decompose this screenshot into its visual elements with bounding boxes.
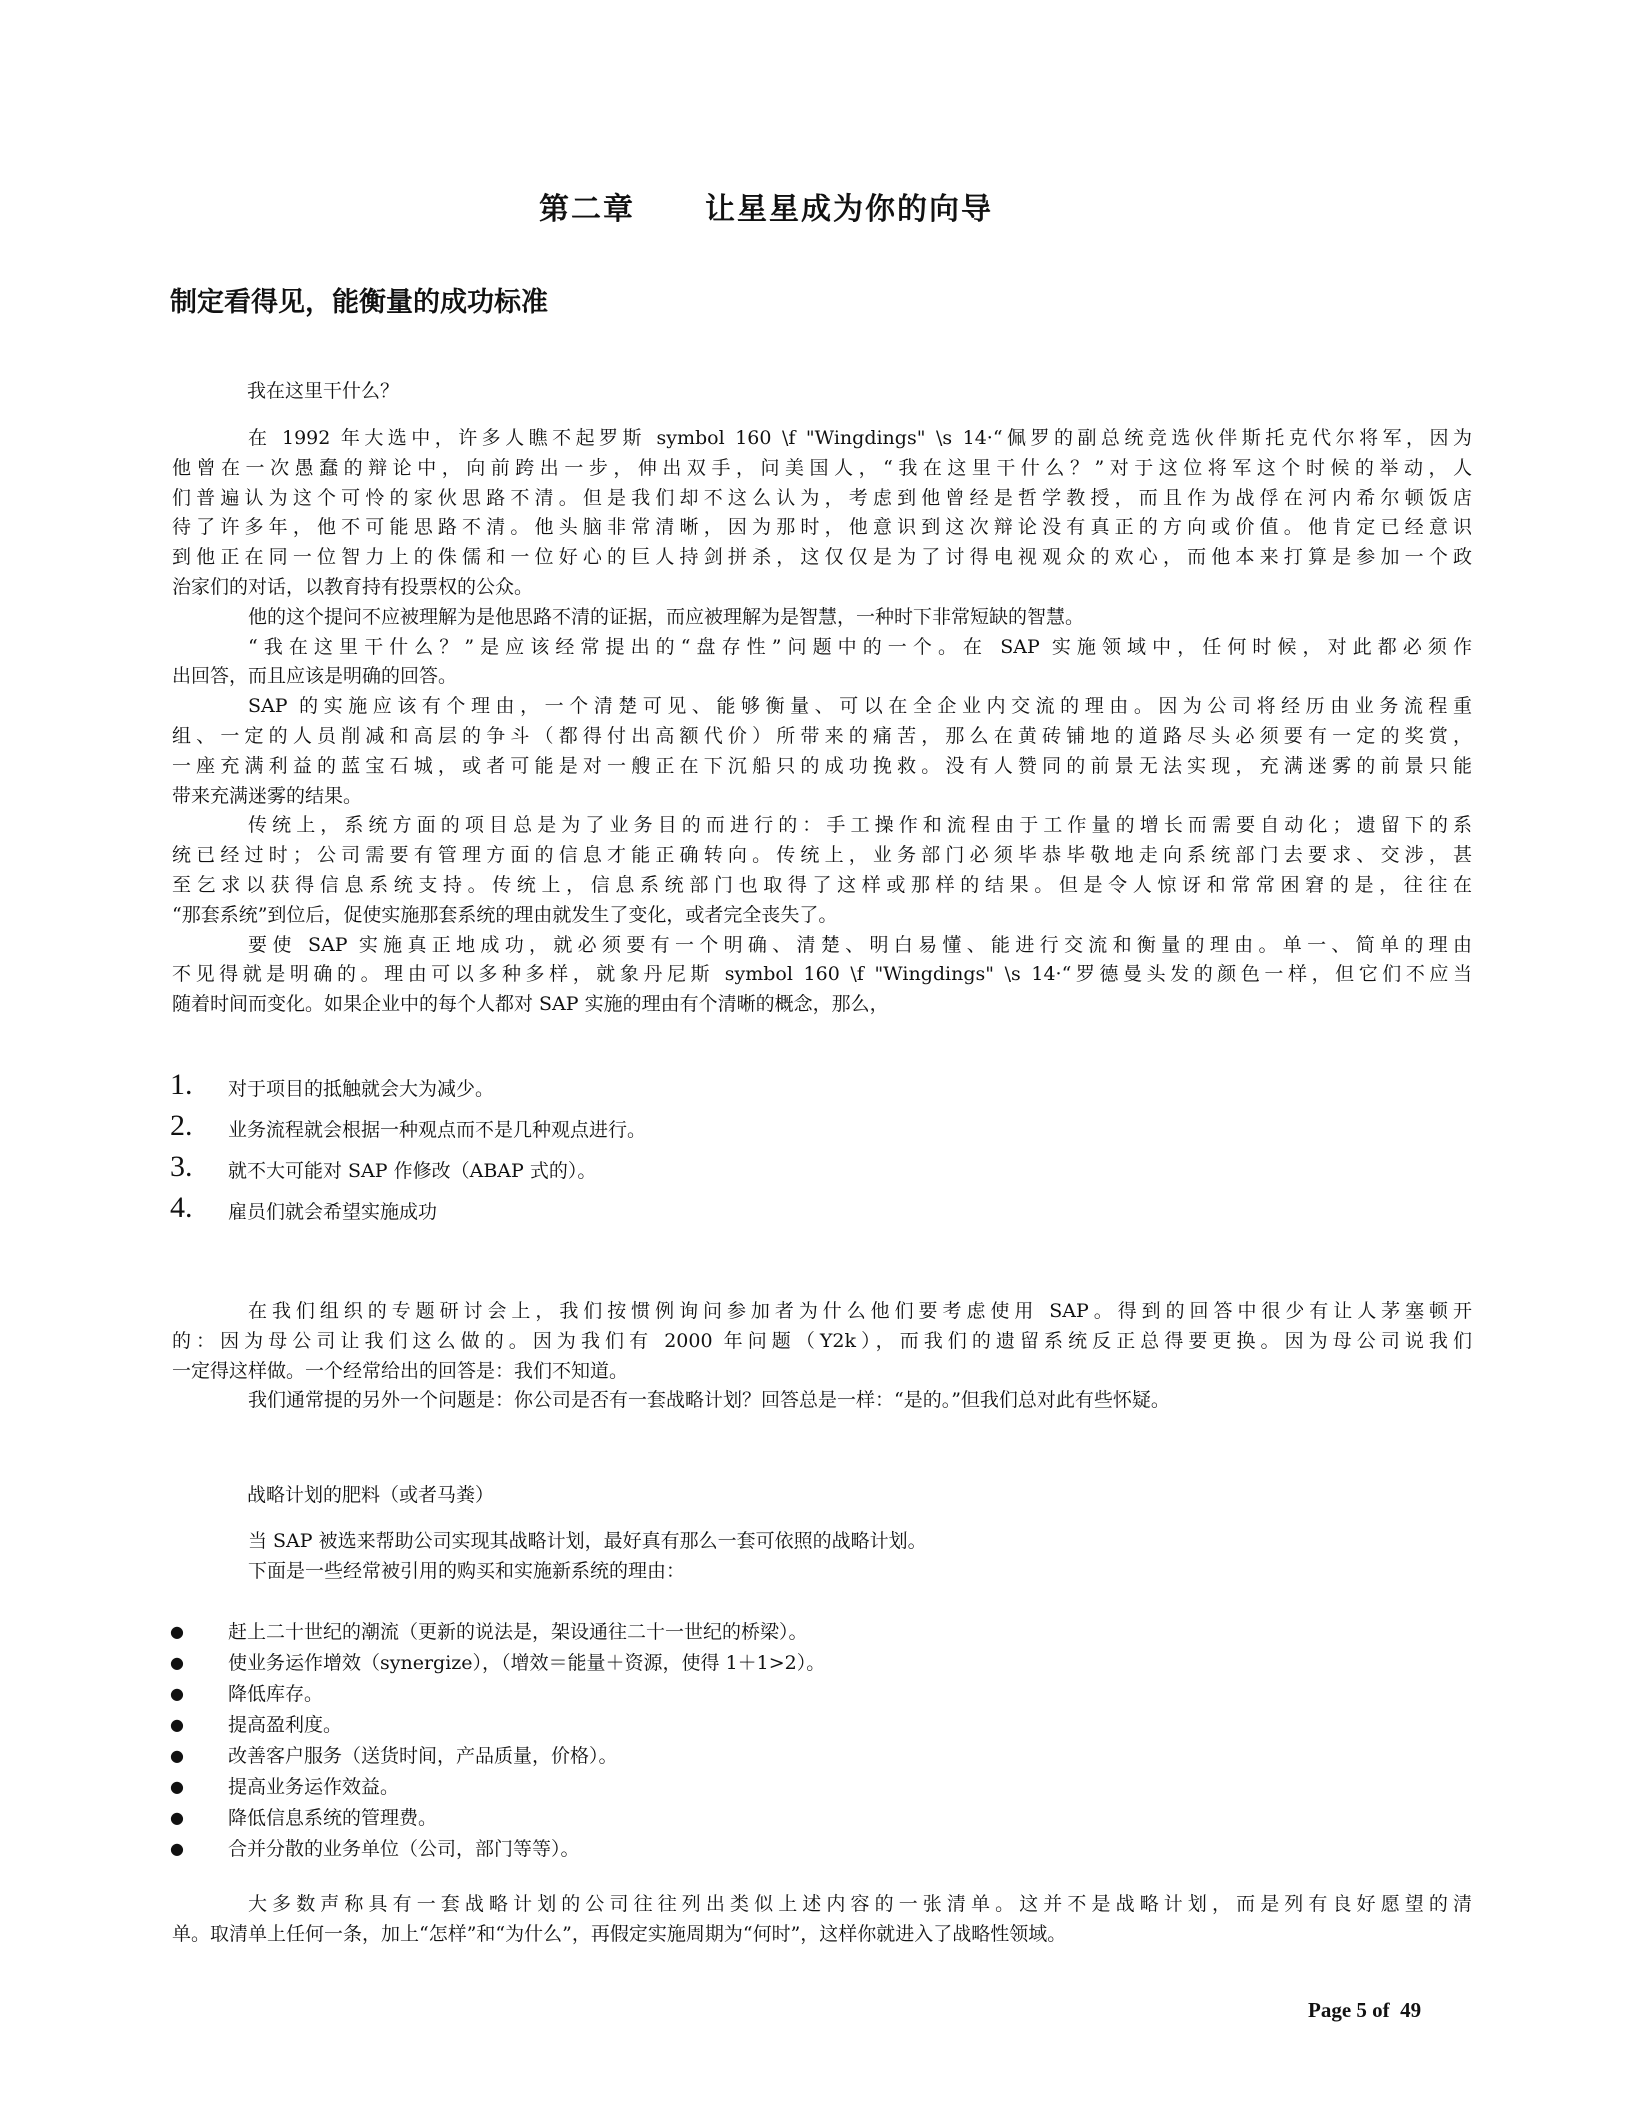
bullet-icon: ● <box>170 1684 184 1703</box>
paragraph-line: 不见得就是明确的。理由可以多种多样，就象丹尼斯 symbol 160 \f "Wingdings" \s 14·“罗德曼头发的颜色一样，但它们不应当 <box>172 963 1472 986</box>
paragraph-line: SAP 的实施应该有个理由，一个清楚可见、能够衡量、可以在全企业内交流的理由。因为公司将经历由业务流程重 <box>248 695 1472 718</box>
paragraph-1992-election <box>172 424 1472 1020</box>
subheading-what-am-i-doing-here: 我在这里干什么？ <box>247 380 400 402</box>
paragraph-line: 的：因为母公司让我们这么做的。因为我们有 2000 年问题（Y2k），而我们的遗留系统反正总得要更换。因为母公司说我们 <box>172 1329 1472 1352</box>
bullet-text: 提高业务运作效益。 <box>228 1776 400 1798</box>
paragraph-line: 当 SAP 被选来帮助公司实现其战略计划，最好真有那么一套可依照的战略计划。 <box>248 1530 927 1552</box>
paragraph-line: 们普遍认为这个可怜的家伙思路不清。但是我们却不这么认为，考虑到他曾经是哲学教授，而且作为战俘在河内希尔顿饭店 <box>172 486 1472 509</box>
paragraph-line: 随着时间而变化。如果企业中的每个人都对 SAP 实施的理由有个清晰的概念，那么， <box>172 993 889 1016</box>
bullet-icon: ● <box>170 1653 184 1672</box>
bullet-text: 赶上二十世纪的潮流（更新的说法是，架设通往二十一世纪的桥梁）。 <box>228 1621 808 1643</box>
list-number: 4. <box>170 1191 193 1224</box>
subheading-strategic-plan: 战略计划的肥料（或者马粪） <box>247 1484 495 1506</box>
list-item-text: 对于项目的抵触就会大为减少。 <box>228 1078 495 1100</box>
bullet-icon: ● <box>170 1746 184 1765</box>
paragraph-line: “那套系统”到位后，促使实施那套系统的理由就发生了变化，或者完全丧失了。 <box>172 903 838 926</box>
list-item-text: 业务流程就会根据一种观点而不是几种观点进行。 <box>228 1119 647 1141</box>
bullet-text: 降低信息系统的管理费。 <box>228 1807 438 1829</box>
bullet-text: 降低库存。 <box>228 1683 324 1705</box>
paragraph-seminar <box>172 1297 1472 1416</box>
list-number: 3. <box>170 1150 193 1183</box>
list-item-text: 就不大可能对 SAP 作修改（ABAP 式的）。 <box>228 1160 597 1182</box>
paragraph-line: 我们通常提的另外一个问题是：你公司是否有一套战略计划？回答总是一样：“是的。”但我们总对此有些怀疑。 <box>248 1389 1170 1412</box>
paragraph-line: 要使 SAP 实施真正地成功，就必须要有一个明确、清楚、明白易懂、能进行交流和衡量的理由。单一、简单的理由 <box>248 933 1472 956</box>
bullet-icon: ● <box>170 1839 184 1858</box>
paragraph-line: 到他正在同一位智力上的侏儒和一位好心的巨人持剑拼杀，这仅仅是为了讨得电视观众的欢心，而他本来打算是参加一个政 <box>172 546 1472 569</box>
paragraph-line: 传统上，系统方面的项目总是为了业务目的而进行的：手工操作和流程由于工作量的增长而需要自动化；遗留下的系 <box>248 814 1472 837</box>
bullet-icon: ● <box>170 1715 184 1734</box>
list-number: 1. <box>170 1068 193 1101</box>
section-title: 制定看得见，能衡量的成功标准 <box>170 287 548 318</box>
paragraph-line: 待了许多年，他不可能思路不清。他头脑非常清晰，因为那时，他意识到这次辩论没有真正的方向或价值。他肯定已经意识 <box>172 516 1472 539</box>
bullet-icon: ● <box>170 1808 184 1827</box>
bullet-icon: ● <box>170 1622 184 1641</box>
paragraph-line: “我在这里干什么？”是应该经常提出的“盘存性”问题中的一个。在 SAP 实施领域中，任何时候，对此都必须作 <box>248 635 1472 658</box>
paragraph-line: 下面是一些经常被引用的购买和实施新系统的理由： <box>248 1559 686 1582</box>
paragraph-line: 一座充满利益的蓝宝石城，或者可能是对一艘正在下沉船只的成功挽救。没有人赞同的前景无法实现，充满迷雾的前景只能 <box>172 754 1472 777</box>
paragraph-closing <box>172 1890 1472 1950</box>
paragraph-line: 在我们组织的专题研讨会上，我们按惯例询问参加者为什么他们要考虑使用 SAP。得到的回答中很少有让人茅塞顿开 <box>248 1300 1472 1322</box>
paragraph-line: 单。取清单上任何一条，加上“怎样”和“为什么”，再假定实施周期为“何时”，这样你就进入了战略性领域。 <box>172 1922 1067 1945</box>
bullet-text: 提高盈利度。 <box>228 1714 343 1736</box>
paragraph-line: 他曾在一次愚蠢的辩论中，向前跨出一步，伸出双手，问美国人，“我在这里干什么？”对于这位将军这个时候的举动，人 <box>172 456 1472 479</box>
intro-lines <box>248 1527 1472 1587</box>
paragraph-line: 大多数声称具有一套战略计划的公司往往列出类似上述内容的一张清单。这并不是战略计划，而是列有良好愿望的清 <box>248 1893 1472 1915</box>
chapter-title <box>0 190 1632 230</box>
list-number: 2. <box>170 1109 193 1142</box>
paragraph-line: 治家们的对话，以教育持有投票权的公众。 <box>172 575 534 598</box>
paragraph-line: 至乞求以获得信息系统支持。传统上，信息系统部门也取得了这样或那样的结果。但是令人惊讶和常常困窘的是，往往在 <box>172 873 1472 896</box>
paragraph-line: 带来充满迷雾的结果。 <box>172 784 363 807</box>
paragraph-line: 出回答，而且应该是明确的回答。 <box>172 665 458 688</box>
bullet-icon: ● <box>170 1777 184 1796</box>
chapter-number: 第二章 <box>539 192 635 227</box>
paragraph-line: 统已经过时；公司需要有管理方面的信息才能正确转向。传统上，业务部门必须毕恭毕敬地走向系统部门去要求、交涉，甚 <box>172 844 1472 867</box>
chapter-name: 让星星成为你的向导 <box>705 192 993 227</box>
paragraph-line: 在 1992 年大选中，许多人瞧不起罗斯 symbol 160 \f "Wingdings" \s 14·“佩罗的副总统竞选伙伴斯托克代尔将军，因为 <box>248 427 1472 449</box>
paragraph-line: 一定得这样做。一个经常给出的回答是：我们不知道。 <box>172 1359 629 1382</box>
paragraph-line: 组、一定的人员削减和高层的争斗（都得付出高额代价）所带来的痛苦，那么在黄砖铺地的道路尽头必须要有一定的奖赏， <box>172 724 1472 747</box>
bullet-text: 改善客户服务（送货时间，产品质量，价格）。 <box>228 1745 618 1767</box>
bullet-text: 使业务运作增效（synergize），（增效＝能量＋资源，使得 1＋1>2）。 <box>228 1652 826 1674</box>
list-item-text: 雇员们就会希望实施成功 <box>228 1201 438 1223</box>
bullet-text: 合并分散的业务单位（公司，部门等等）。 <box>228 1838 580 1860</box>
page-number-footer: Page 5 of 49 <box>1308 1998 1422 2022</box>
paragraph-wisdom: 他的这个提问不应被理解为是他思路不清的证据，而应被理解为是智慧，一种时下非常短缺的智慧。 <box>248 605 1085 628</box>
